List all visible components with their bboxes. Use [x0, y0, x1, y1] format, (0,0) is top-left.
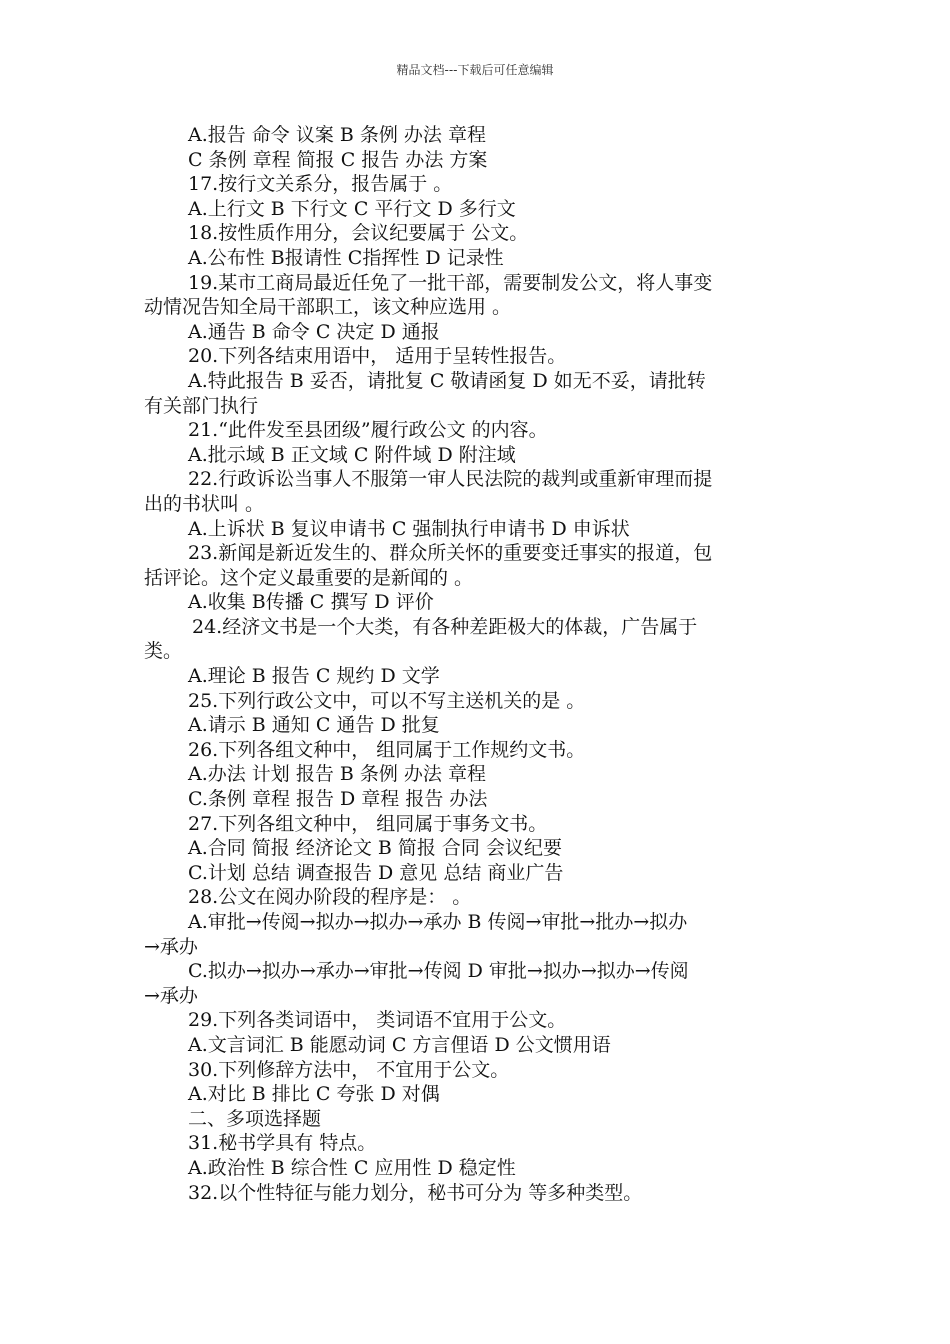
text-line: 有关部门执行: [144, 394, 259, 417]
text-line: 27.下列各组文种中， 组同属于事务文书。: [188, 812, 548, 835]
text-line: A.通告 B 命令 C 决定 D 通报: [188, 320, 440, 343]
text-line: 32.以个性特征与能力划分，秘书可分为 等多种类型。: [188, 1181, 643, 1204]
text-line: 17.按行文关系分，报告属于 。: [188, 173, 453, 196]
text-line: A.报告 命令 议案 B 条例 办法 章程: [188, 124, 486, 146]
text-line: A.理论 B 报告 C 规约 D 文学: [188, 665, 440, 688]
text-line: A.上行文 B 下行文 C 平行文 D 多行文: [188, 197, 516, 220]
text-line: A.收集 B传播 C 撰写 D 评价: [188, 591, 434, 614]
text-line: C.拟办→拟办→承办→审批→传阅 D 审批→拟办→拟办→传阅: [188, 960, 689, 983]
text-line: 二、多项选择题: [188, 1107, 322, 1130]
text-line: →承办: [144, 984, 198, 1007]
text-line: A.办法 计划 报告 B 条例 办法 章程: [188, 763, 486, 786]
text-line: A.文言词汇 B 能愿动词 C 方言俚语 D 公文惯用语: [188, 1033, 611, 1056]
text-line: 31.秘书学具有 特点。: [188, 1132, 377, 1155]
text-line: 26.下列各组文种中， 组同属于工作规约文书。: [188, 738, 586, 761]
text-line: 24.经济文书是一个大类，有各种差距极大的体裁，广告属于: [192, 615, 698, 638]
text-line: 28.公文在阅办阶段的程序是： 。: [188, 886, 472, 909]
text-line: 动情况告知全局干部职工，该文种应选用 。: [144, 296, 512, 319]
text-line: C.计划 总结 调查报告 D 意见 总结 商业广告: [188, 861, 564, 884]
text-line: 出的书状叫 。: [144, 492, 265, 515]
text-line: C 条例 章程 简报 C 报告 办法 方案: [188, 148, 488, 171]
text-line: 25.下列行政公文中，可以不写主送机关的是 。: [188, 689, 586, 712]
document-body: [144, 123, 808, 1205]
text-line: 18.按性质作用分，会议纪要属于 公文。: [188, 222, 529, 245]
text-line: 类。: [144, 640, 183, 663]
text-line: A.审批→传阅→拟办→拟办→承办 B 传阅→审批→批办→拟办: [188, 911, 688, 933]
text-line: 19.某市工商局最近任免了一批干部，需要制发公文，将人事变: [188, 271, 713, 294]
text-line: A.对比 B 排比 C 夸张 D 对偶: [188, 1083, 440, 1106]
text-line: A.上诉状 B 复议申请书 C 强制执行申请书 D 申诉状: [188, 517, 630, 540]
text-line: A.公布性 B报请性 C指挥性 D 记录性: [188, 246, 504, 269]
text-line: A.批示域 B 正文域 C 附件域 D 附注域: [188, 443, 516, 466]
text-line: A.请示 B 通知 C 通告 D 批复: [188, 714, 440, 737]
text-line: 29.下列各类词语中， 类词语不宜用于公文。: [188, 1009, 567, 1032]
text-line: C.条例 章程 报告 D 章程 报告 办法: [188, 788, 488, 811]
text-line: →承办: [144, 935, 198, 958]
text-line: 23.新闻是新近发生的、群众所关怀的重要变迁事实的报道，包: [188, 542, 713, 565]
text-line: 20.下列各结束用语中， 适用于呈转性报告。: [188, 345, 567, 368]
text-line: A.合同 简报 经济论文 B 简报 合同 会议纪要: [188, 837, 562, 860]
text-line: 22.行政诉讼当事人不服第一审人民法院的裁判或重新审理而提: [188, 468, 713, 491]
text-line: A.特此报告 B 妥否，请批复 C 敬请函复 D 如无不妥，请批转: [188, 369, 706, 392]
text-line: 括评论。这个定义最重要的是新闻的 。: [144, 566, 474, 589]
text-line: A.政治性 B 综合性 C 应用性 D 稳定性: [188, 1156, 516, 1179]
text-line: 21.“此件发至县团级”履行政公文 的内容。: [188, 419, 548, 442]
text-line: 30.下列修辞方法中， 不宜用于公文。: [188, 1058, 510, 1081]
page-header: 精品文档---下载后可任意编辑: [396, 63, 554, 77]
